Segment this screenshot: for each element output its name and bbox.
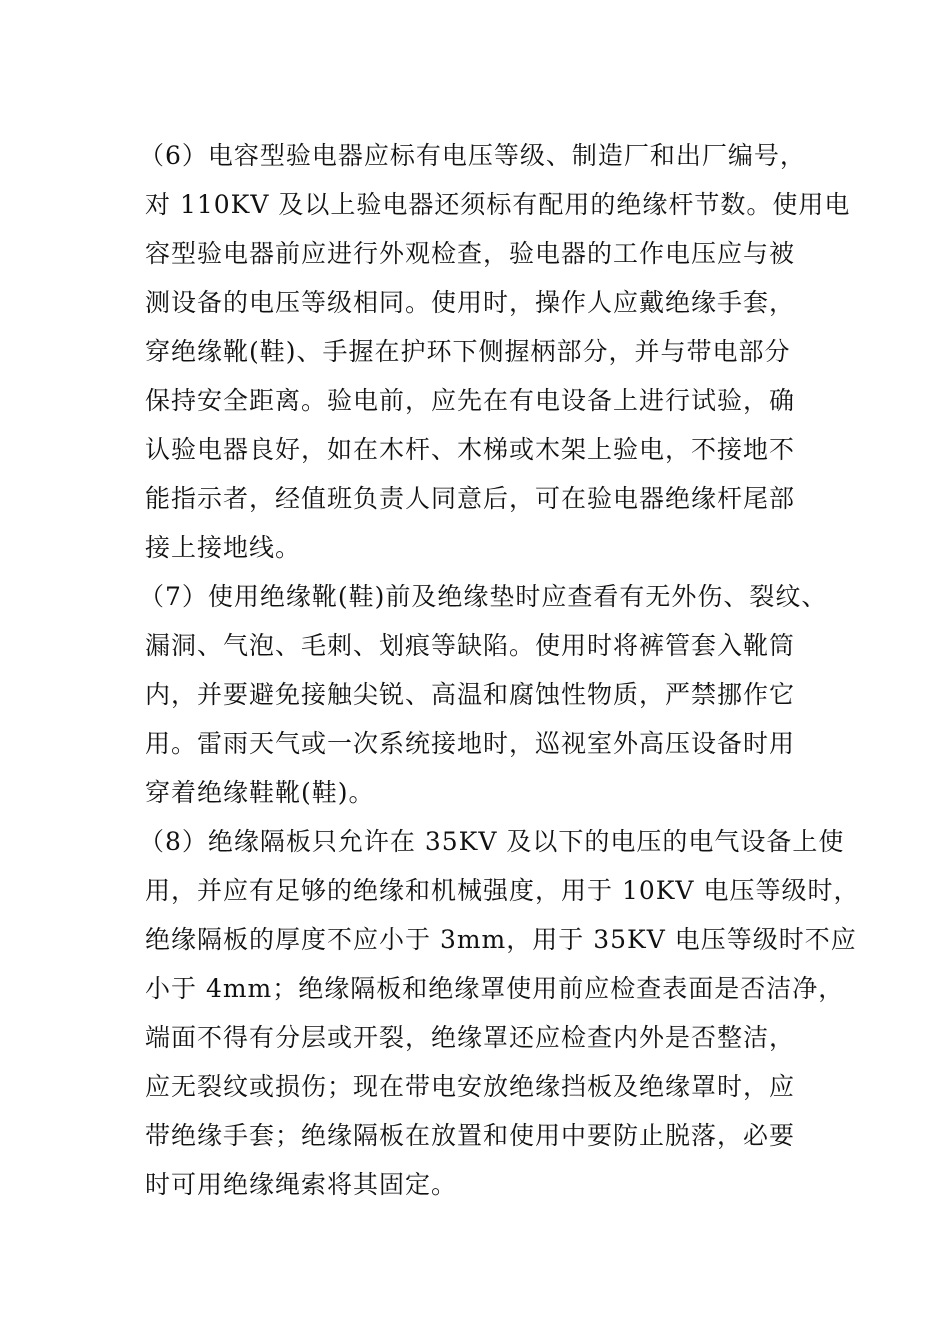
paragraph-line: 对 110KV 及以上验电器还须标有配用的绝缘杆节数。使用电 xyxy=(145,190,851,219)
paragraph-line: 测设备的电压等级相同。使用时，操作人应戴绝缘手套， xyxy=(145,288,796,317)
paragraph-line: 时可用绝缘绳索将其固定。 xyxy=(145,1170,458,1199)
paragraph-line: 能指示者，经值班负责人同意后，可在验电器绝缘杆尾部 xyxy=(145,484,796,513)
paragraph-line: 内，并要避免接触尖锐、高温和腐蚀性物质，严禁挪作它 xyxy=(145,680,796,709)
paragraph-line: 小于 4mm；绝缘隔板和绝缘罩使用前应检查表面是否洁净， xyxy=(145,974,845,1003)
paragraph-line: 绝缘隔板的厚度不应小于 3mm，用于 35KV 电压等级时不应 xyxy=(145,925,857,954)
paragraph-line: 带绝缘手套；绝缘隔板在放置和使用中要防止脱落，必要 xyxy=(145,1121,796,1150)
paragraph-line: 认验电器良好，如在木杆、木梯或木架上验电，不接地不 xyxy=(145,435,796,464)
paragraph-line: 端面不得有分层或开裂，绝缘罩还应检查内外是否整洁， xyxy=(145,1023,796,1052)
paragraph-line: 保持安全距离。验电前，应先在有电设备上进行试验，确 xyxy=(145,386,796,415)
paragraph-item-6 xyxy=(139,131,851,572)
paragraph-line: 漏洞、气泡、毛刺、划痕等缺陷。使用时将裤管套入靴筒 xyxy=(145,631,796,660)
paragraph-line: 用。雷雨天气或一次系统接地时，巡视室外高压设备时用 xyxy=(145,729,796,758)
paragraph-line: 穿着绝缘鞋靴(鞋)。 xyxy=(145,778,375,807)
paragraph-line: 接上接地线。 xyxy=(145,533,302,562)
paragraph-line: （8）绝缘隔板只允许在 35KV 及以下的电压的电气设备上使 xyxy=(139,827,845,856)
document-body xyxy=(139,131,860,1209)
paragraph-line: 用，并应有足够的绝缘和机械强度，用于 10KV 电压等级时， xyxy=(145,876,860,905)
paragraph-item-8 xyxy=(139,817,860,1209)
paragraph-line: （7）使用绝缘靴(鞋)前及绝缘垫时应查看有无外伤、裂纹、 xyxy=(139,582,828,611)
paragraph-line: 容型验电器前应进行外观检查，验电器的工作电压应与被 xyxy=(145,239,796,268)
paragraph-item-7 xyxy=(139,572,845,817)
paragraph-line: 应无裂纹或损伤；现在带电安放绝缘挡板及绝缘罩时，应 xyxy=(145,1072,796,1101)
paragraph-line: （6）电容型验电器应标有电压等级、制造厂和出厂编号， xyxy=(139,141,806,170)
paragraph-line: 穿绝缘靴(鞋)、手握在护环下侧握柄部分，并与带电部分 xyxy=(145,337,791,366)
